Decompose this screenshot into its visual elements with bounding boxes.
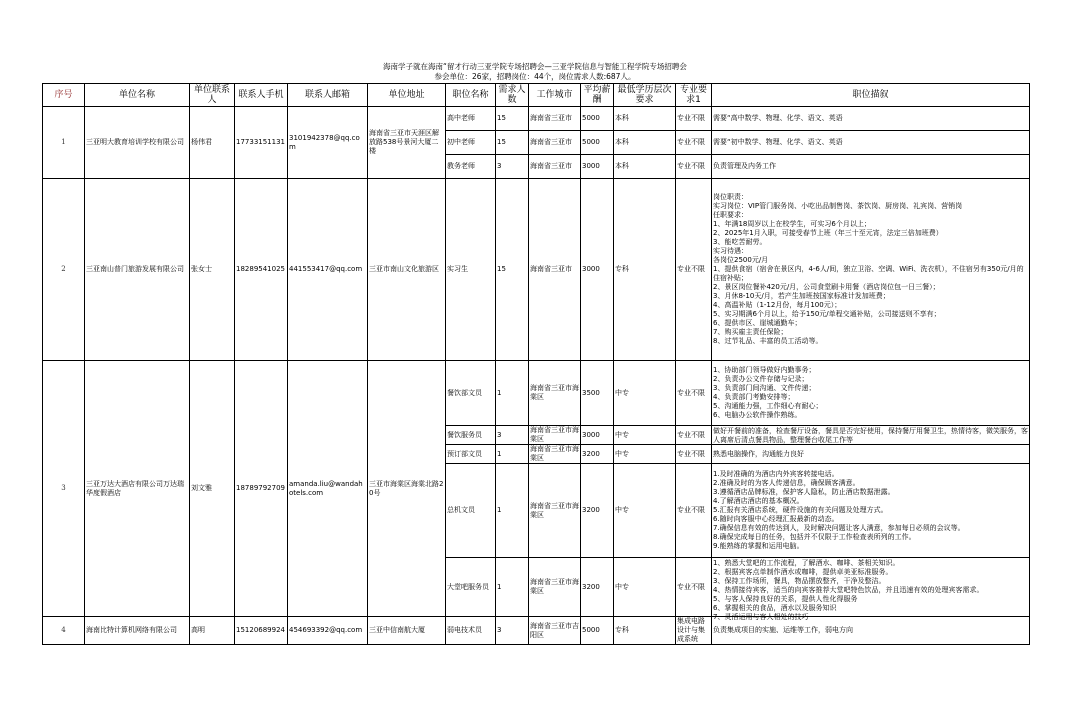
job-title: 实习生 xyxy=(446,179,496,361)
description-line: 6、提供市区、崖城通勤车； xyxy=(713,319,802,327)
description-line: 8.确保完成每日的任务，包括并不仅限于工作检查表所列的工作。 xyxy=(713,533,916,541)
serial-number: 4 xyxy=(43,617,85,645)
header-cell: 单位联系人 xyxy=(190,84,235,107)
header-cell: 需求人数 xyxy=(496,84,529,107)
description-line: 4、负责部门考勤安排等； xyxy=(713,393,795,401)
contact-phone: 18289541025 xyxy=(235,179,288,361)
job-headcount: 3 xyxy=(496,155,529,179)
description-line: 8、过节礼品、丰富的员工活动等。 xyxy=(713,337,823,345)
job-description xyxy=(712,155,1030,179)
page-subtitle: 参会单位：26家，招聘岗位：44个，岗位需求人数:687人。 xyxy=(434,72,636,81)
description-line: 1.及时准确的为酒店内外宾客转接电话。 xyxy=(713,470,839,478)
header-cell: 联系人邮箱 xyxy=(288,84,368,107)
job-title: 餐饮服务员 xyxy=(446,426,496,445)
description-line: 实习待遇： xyxy=(713,247,748,255)
description-line: 7、购买雇主责任保险； xyxy=(713,328,788,336)
header-cell: 职位名称 xyxy=(446,84,496,107)
description-line: 实习岗位：VIP管门服务岗、小吃出品制售岗、茶饮岗、厨房岗、礼宾岗、营销岗 xyxy=(713,202,963,210)
job-salary: 3200 xyxy=(581,445,614,464)
description-line: 2、负责办公文件存储与记录； xyxy=(713,375,809,383)
description-line: 4、高温补贴（1-12月份，每月100元）； xyxy=(713,301,842,309)
table-row xyxy=(43,107,1030,131)
job-education: 专科 xyxy=(614,617,676,645)
description-line: 负责集成项目的实施、运维等工作，弱电方向 xyxy=(713,626,853,634)
job-title: 初中老师 xyxy=(446,131,496,155)
description-line: 5、沟通能力强，工作细心有耐心； xyxy=(713,402,823,410)
job-title: 餐饮部文员 xyxy=(446,361,496,426)
contact-person: 高明 xyxy=(190,617,235,645)
job-headcount: 1 xyxy=(496,445,529,464)
contact-phone: 17733151131 xyxy=(235,107,288,179)
job-education: 中专 xyxy=(614,426,676,445)
description-line: 3、负责部门间沟通、文件传递； xyxy=(713,384,816,392)
description-line: 3、保持工作场所，餐具，物品摆放整齐，干净及整洁。 xyxy=(713,576,886,585)
contact-email: 3101942378@qq.com xyxy=(288,107,368,179)
company-address: 三亚中信南航大厦 xyxy=(368,617,446,645)
contact-person: 刘文雅 xyxy=(190,361,235,617)
job-salary: 5000 xyxy=(581,107,614,131)
description-line: 岗位职责： xyxy=(713,193,748,201)
job-city: 海南省三亚市吉阳区 xyxy=(529,617,581,645)
description-line: 任职要求： xyxy=(713,211,748,219)
job-city: 海南省三亚市 xyxy=(529,107,581,131)
job-major: 专业不限 xyxy=(676,445,712,464)
description-line: 3、月休8-10天/月，若产生加班按国家标准计发加班费； xyxy=(713,292,890,300)
job-headcount: 1 xyxy=(496,361,529,426)
header-cell: 单位地址 xyxy=(368,84,446,107)
job-city: 海南省三亚市海棠区 xyxy=(529,361,581,426)
job-education: 本科 xyxy=(614,131,676,155)
description-line: 各岗位2500元/月 xyxy=(713,256,769,264)
company-address: 三亚市海棠区海棠北路20号 xyxy=(368,361,446,617)
job-education: 本科 xyxy=(614,155,676,179)
job-major: 专业不限 xyxy=(676,464,712,558)
job-headcount: 15 xyxy=(496,131,529,155)
job-city: 海南省三亚市海棠区 xyxy=(529,558,581,617)
job-education: 中专 xyxy=(614,464,676,558)
company-address: 三亚市南山文化旅游区 xyxy=(368,179,446,361)
description-line: 2、2025年1月入职，可接受春节上班（年三十至元宵，法定三倍加班费） xyxy=(713,229,943,237)
job-education: 中专 xyxy=(614,558,676,617)
table-row xyxy=(43,361,1030,426)
job-major: 专业不限 xyxy=(676,361,712,426)
header-cell: 专业要求1 xyxy=(676,84,712,107)
job-description xyxy=(712,617,1030,645)
description-line: 5、实习期满6个月以上，给予150元/单程交通补贴，公司接送则不享有； xyxy=(713,310,941,318)
description-line: 做好开餐前的准备，检查餐厅设备，餐具是否完好使用，保持餐厅用餐卫生，热情待客，微笑服务，客人离席后清点餐具物品，整理餐台收尾工作等 xyxy=(713,427,1028,444)
contact-phone: 18789792709 xyxy=(235,361,288,617)
description-line: 1、协助部门领导做好内勤事务； xyxy=(713,366,816,374)
description-line: 负责管理及内务工作 xyxy=(713,162,776,170)
company-name: 三亚万达大酒店有限公司万达瑞华度假酒店 xyxy=(85,361,190,617)
company-address: 海南省三亚市天涯区解放路538号景河大厦二楼 xyxy=(368,107,446,179)
job-education: 本科 xyxy=(614,107,676,131)
job-major: 专业不限 xyxy=(676,179,712,361)
job-title: 总机文员 xyxy=(446,464,496,558)
company-name: 三亚明大教育培训学校有限公司 xyxy=(85,107,190,179)
job-description xyxy=(712,464,1030,558)
contact-email: 454693392@qq.com xyxy=(288,617,368,645)
job-education: 中专 xyxy=(614,361,676,426)
job-title: 教务老师 xyxy=(446,155,496,179)
description-line: 6、掌握相关的食品，酒水以及服务知识 xyxy=(713,603,837,612)
job-major: 专业不限 xyxy=(676,558,712,617)
header-cell: 职位描叙 xyxy=(712,84,1030,107)
header-cell: 最低学历层次要求 xyxy=(614,84,676,107)
description-line: 3.遵循酒店品牌标准，保护客人隐私，防止酒店数据泄露。 xyxy=(713,488,895,496)
description-line: 7、灵活运用与客人相处的技巧 xyxy=(713,612,809,621)
header-row xyxy=(43,84,1030,107)
header-cell: 单位名称 xyxy=(85,84,190,107)
job-headcount: 15 xyxy=(496,179,529,361)
contact-email: 441553417@qq.com xyxy=(288,179,368,361)
job-headcount: 1 xyxy=(496,558,529,617)
table-row xyxy=(43,179,1030,361)
job-city: 海南省三亚市 xyxy=(529,179,581,361)
job-title: 弱电技术员 xyxy=(446,617,496,645)
page-title: 海南学子就在海南“留才行动三亚学院专场招聘会—三亚学院信息与智能工程学院专场招聘会 xyxy=(383,62,687,71)
job-description xyxy=(712,558,1030,621)
description-line: 需要“高中数学、物理、化学、语文、英语 xyxy=(713,114,843,122)
description-line: 2.准确及时的为客人传递信息，确保顾客满意。 xyxy=(713,479,860,487)
job-salary: 3200 xyxy=(581,464,614,558)
description-line: 1、年满18周岁以上在校学生，可实习6个月以上； xyxy=(713,220,871,228)
description-line: 3、能吃苦耐劳。 xyxy=(713,238,767,246)
header-cell: 序号 xyxy=(43,84,85,107)
description-line: 6、电脑办公软件操作熟练。 xyxy=(713,411,802,419)
description-line: 1、熟悉大堂吧的工作流程，了解酒水、咖啡、茶相关知识。 xyxy=(713,558,900,567)
company-name: 三亚南山普门旅游发展有限公司 xyxy=(85,179,190,361)
job-salary: 3200 xyxy=(581,558,614,617)
job-major: 专业不限 xyxy=(676,107,712,131)
job-city: 海南省三亚市海棠区 xyxy=(530,426,579,443)
description-line: 2、根据宾客点单制作酒水或咖啡，提供卓美亚标准服务。 xyxy=(713,567,893,576)
job-salary: 5000 xyxy=(581,617,614,645)
job-salary: 3000 xyxy=(581,426,614,445)
job-headcount: 1 xyxy=(496,464,529,558)
job-description xyxy=(712,426,1030,445)
description-line: 4.了解酒店酒店的基本概况。 xyxy=(713,497,804,505)
job-major: 专业不限 xyxy=(676,155,712,179)
job-education: 中专 xyxy=(614,445,676,464)
job-salary: 3000 xyxy=(581,179,614,361)
description-line: 5.汇报有关酒店系统，硬件设施的有关问题及处理方式。 xyxy=(713,506,888,514)
description-line: 熟悉电脑操作，沟通能力良好 xyxy=(713,449,804,458)
job-city: 海南省三亚市海棠区 xyxy=(530,445,579,462)
job-salary: 3000 xyxy=(581,155,614,179)
job-salary: 5000 xyxy=(581,131,614,155)
job-description xyxy=(712,361,1030,426)
job-major: 专业不限 xyxy=(676,426,712,445)
job-education: 专科 xyxy=(614,179,676,361)
job-major: 专业不限 xyxy=(676,131,712,155)
job-title: 预订部文员 xyxy=(446,445,496,464)
contact-person: 张女士 xyxy=(190,179,235,361)
job-description xyxy=(712,107,1030,131)
description-line: 7.确保信息有效的传达到人，及时解决问题让客人满意，参加每日必须的会议等。 xyxy=(713,524,965,532)
serial-number: 3 xyxy=(43,361,85,617)
table-row xyxy=(43,617,1030,645)
job-title: 大堂吧服务员 xyxy=(446,558,496,617)
contact-person: 杨伟君 xyxy=(190,107,235,179)
contact-phone: 15120689924 xyxy=(235,617,288,645)
job-salary: 3500 xyxy=(581,361,614,426)
job-title: 高中老师 xyxy=(446,107,496,131)
header-cell: 平均薪酬 xyxy=(581,84,614,107)
serial-number: 2 xyxy=(43,179,85,361)
description-line: 5、与客人保持良好的关系，提供人性化得服务 xyxy=(713,594,858,603)
job-description xyxy=(712,445,1030,464)
description-line: 2、景区岗位餐补420元/月，公司食堂刷卡用餐（酒店岗位包一日三餐）； xyxy=(713,283,940,291)
description-line: 需要“初中数学、物理、化学、语文、英语 xyxy=(713,138,843,146)
recruitment-table xyxy=(42,83,1030,645)
job-headcount: 3 xyxy=(496,426,529,445)
description-line: 6.随时向客服中心经理汇报最新的动态。 xyxy=(713,515,839,523)
header-cell: 工作城市 xyxy=(529,84,581,107)
description-line: 1、提供食宿（宿舍在景区内，4-6人/间，独立卫浴、空调、WiFi、洗衣机），不住宿另有350元/月的住宿补贴； xyxy=(713,265,1024,282)
description-line: 4、热情接待宾客，适当的向宾客推荐大堂吧特色饮品，并且迅速有效的处理宾客需求。 xyxy=(713,585,984,594)
job-description xyxy=(712,179,1030,361)
job-city: 海南省三亚市 xyxy=(529,155,581,179)
contact-email: amanda.liu@wandahotels.com xyxy=(288,361,368,617)
job-description xyxy=(712,131,1030,155)
description-line: 9.能熟练的掌握和运用电脑。 xyxy=(713,542,804,550)
job-major: 集成电路设计与集成系统 xyxy=(676,617,712,645)
header-cell: 联系人手机 xyxy=(235,84,288,107)
job-city: 海南省三亚市海棠区 xyxy=(529,464,581,558)
job-headcount: 3 xyxy=(496,617,529,645)
job-headcount: 15 xyxy=(496,107,529,131)
serial-number: 1 xyxy=(43,107,85,179)
job-city: 海南省三亚市 xyxy=(529,131,581,155)
company-name: 海南比特计算机网络有限公司 xyxy=(85,617,190,645)
